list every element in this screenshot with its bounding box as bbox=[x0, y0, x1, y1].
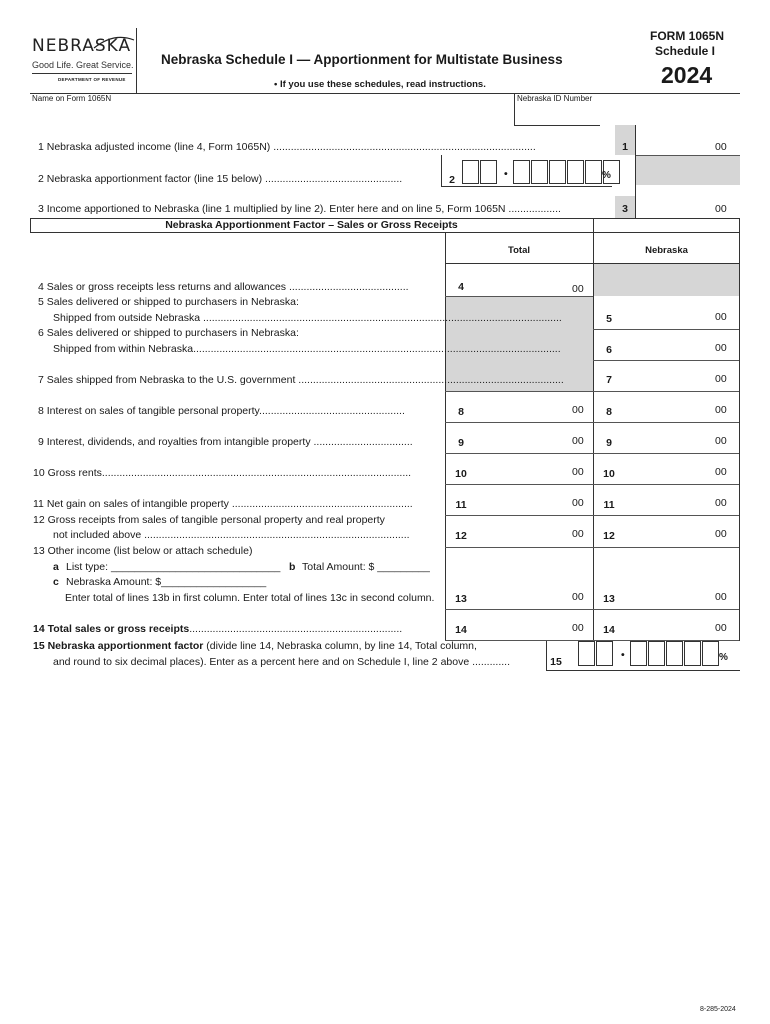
page-title: Nebraska Schedule I — Apportionment for Multistate Business bbox=[161, 52, 563, 67]
line-13-nebraska-amount-field[interactable]: Nebraska Amount: $__________________ bbox=[66, 576, 267, 588]
line-10-nebraska-cents: 00 bbox=[715, 466, 727, 478]
line-15-decimal-point: • bbox=[621, 649, 625, 661]
line-2-number: 2 bbox=[449, 174, 455, 186]
column-header-total: Total bbox=[508, 245, 530, 256]
line-9-nebraska-cents: 00 bbox=[715, 435, 727, 447]
line-3-cents: 00 bbox=[715, 203, 727, 215]
line-2-text: 2 Nebraska apportionment factor (line 15 below) ............................................... bbox=[38, 173, 403, 185]
line-14-total-cents: 00 bbox=[572, 622, 584, 634]
line-13-total-amount-field[interactable]: Total Amount: $ _________ bbox=[302, 561, 430, 573]
logo-tagline: Good Life. Great Service. bbox=[32, 60, 134, 70]
logo-department: DEPARTMENT OF REVENUE bbox=[58, 77, 126, 82]
line-2-decimal-point: • bbox=[504, 168, 508, 180]
line-11-nebraska-cents: 00 bbox=[715, 497, 727, 509]
line-10-text: 10 Gross rents.......................................................................................................... bbox=[33, 467, 412, 479]
line-13-text-a: 13 Other income (list below or attach schedule) bbox=[33, 545, 253, 557]
line-15-text-b: and round to six decimal places). Enter as a percent here and on Schedule I, line 2 above ............. bbox=[53, 656, 511, 668]
line-7-number: 7 bbox=[606, 374, 612, 386]
line-6-text-b: Shipped from within Nebraska.............................................................................................................................. bbox=[53, 343, 561, 355]
form-number: FORM 1065N bbox=[650, 29, 725, 43]
line-14-text bbox=[33, 623, 440, 636]
line-3-number: 3 bbox=[622, 203, 628, 215]
line-13-a-letter: a bbox=[53, 561, 59, 573]
line-1-number: 1 bbox=[622, 141, 628, 153]
line-2-factor-input[interactable] bbox=[462, 158, 612, 184]
line-7-text: 7 Sales shipped from Nebraska to the U.S. government ........................................................................................... bbox=[38, 374, 564, 386]
line-3-text: 3 Income apportioned to Nebraska (line 1 multiplied by line 2). Enter here and on line 5, Form 1065N .................. bbox=[38, 203, 561, 215]
line-15-text-a bbox=[33, 640, 477, 653]
line-12-text-b: not included above ........................................................................................... bbox=[53, 529, 410, 541]
line-7-nebraska-cents: 00 bbox=[715, 373, 727, 385]
line-11-number: 11 bbox=[455, 499, 467, 511]
line-11-total-cents: 00 bbox=[572, 497, 584, 509]
line-10-number-ne: 10 bbox=[603, 468, 615, 480]
line-8-number-ne: 8 bbox=[606, 406, 612, 418]
line-4-text: 4 Sales or gross receipts less returns and allowances ......................................... bbox=[38, 281, 409, 293]
line-14-nebraska-cents: 00 bbox=[715, 622, 727, 634]
line-4-number: 4 bbox=[458, 281, 464, 293]
line-9-text: 9 Interest, dividends, and royalties from intangible property .................................. bbox=[38, 436, 413, 448]
line-12-number: 12 bbox=[455, 530, 467, 542]
line-11-text: 11 Net gain on sales of intangible property .............................................................. bbox=[33, 498, 413, 510]
line-6-text-a: 6 Sales delivered or shipped to purchasers in Nebraska: bbox=[38, 327, 299, 339]
line-14-label: 14 Total sales or gross receipts bbox=[33, 623, 190, 635]
tax-year: 2024 bbox=[661, 62, 713, 88]
line-11-number-ne: 11 bbox=[603, 499, 615, 511]
line-15-desc: (divide line 14, Nebraska column, by line 14, Total column, bbox=[203, 640, 477, 652]
line-8-number: 8 bbox=[458, 406, 464, 418]
line-5-number: 5 bbox=[606, 313, 612, 325]
line-15-number: 15 bbox=[550, 656, 562, 668]
line-5-nebraska-cents: 00 bbox=[715, 311, 727, 323]
line-9-number-ne: 9 bbox=[606, 437, 612, 449]
name-field[interactable] bbox=[30, 93, 514, 125]
line-15-percent: % bbox=[719, 652, 728, 663]
line-14-number-ne: 14 bbox=[603, 624, 615, 636]
name-field-label: Name on Form 1065N bbox=[32, 94, 112, 103]
line-13-list-type[interactable]: List type: _____________________________ bbox=[66, 561, 281, 573]
line-12-text-a: 12 Gross receipts from sales of tangible personal property and real property bbox=[33, 514, 385, 526]
logo-swoosh-icon bbox=[92, 36, 136, 50]
line-6-number: 6 bbox=[606, 344, 612, 356]
line-15-factor-input[interactable] bbox=[566, 641, 716, 669]
line-15-label: 15 Nebraska apportionment factor bbox=[33, 640, 204, 652]
factor-section-heading: Nebraska Apportionment Factor – Sales or Gross Receipts bbox=[165, 219, 458, 231]
line-14-dots: ......................................................................... bbox=[189, 623, 403, 635]
line-6-nebraska-cents: 00 bbox=[715, 342, 727, 354]
line-5-text-a: 5 Sales delivered or shipped to purchasers in Nebraska: bbox=[38, 296, 299, 308]
line-12-nebraska-cents: 00 bbox=[715, 528, 727, 540]
line-13-c-letter: c bbox=[53, 576, 59, 588]
line-2-percent: % bbox=[602, 170, 611, 181]
nebraska-id-label: Nebraska ID Number bbox=[517, 94, 593, 103]
line-13-number: 13 bbox=[455, 593, 467, 605]
line-9-total-cents: 00 bbox=[572, 435, 584, 447]
line-8-text: 8 Interest on sales of tangible personal property.................................................. bbox=[38, 405, 405, 417]
line-5-text-b: Shipped from outside Nebraska ........................................................................................................................... bbox=[53, 312, 562, 324]
instruction-note: • If you use these schedules, read instructions. bbox=[274, 79, 486, 90]
column-header-nebraska: Nebraska bbox=[645, 245, 688, 256]
nebraska-id-field[interactable] bbox=[515, 93, 600, 125]
nebraska-logo bbox=[32, 36, 136, 90]
line-1-text: 1 Nebraska adjusted income (line 4, Form 1065N) .......................................................................................... bbox=[38, 141, 536, 153]
line-13-text-d: Enter total of lines 13b in first column. Enter total of lines 13c in second column. bbox=[65, 592, 435, 604]
line-10-number: 10 bbox=[455, 468, 467, 480]
line-12-number-ne: 12 bbox=[603, 530, 615, 542]
line-13-b-letter: b bbox=[289, 561, 296, 573]
line-8-total-cents: 00 bbox=[572, 404, 584, 416]
line-4-total-cents: 00 bbox=[572, 283, 584, 295]
form-code: 8-285-2024 bbox=[700, 1006, 736, 1013]
line-1-cents: 00 bbox=[715, 141, 727, 153]
schedule-label: Schedule I bbox=[655, 44, 716, 58]
line-8-nebraska-cents: 00 bbox=[715, 404, 727, 416]
line-9-number: 9 bbox=[458, 437, 464, 449]
line-12-total-cents: 00 bbox=[572, 528, 584, 540]
line-13-nebraska-cents: 00 bbox=[715, 591, 727, 603]
logo-state-name: NEBRASKA bbox=[32, 36, 132, 56]
line-13-total-cents: 00 bbox=[572, 591, 584, 603]
line-10-total-cents: 00 bbox=[572, 466, 584, 478]
line-14-number: 14 bbox=[455, 624, 467, 636]
line-13-number-ne: 13 bbox=[603, 593, 615, 605]
